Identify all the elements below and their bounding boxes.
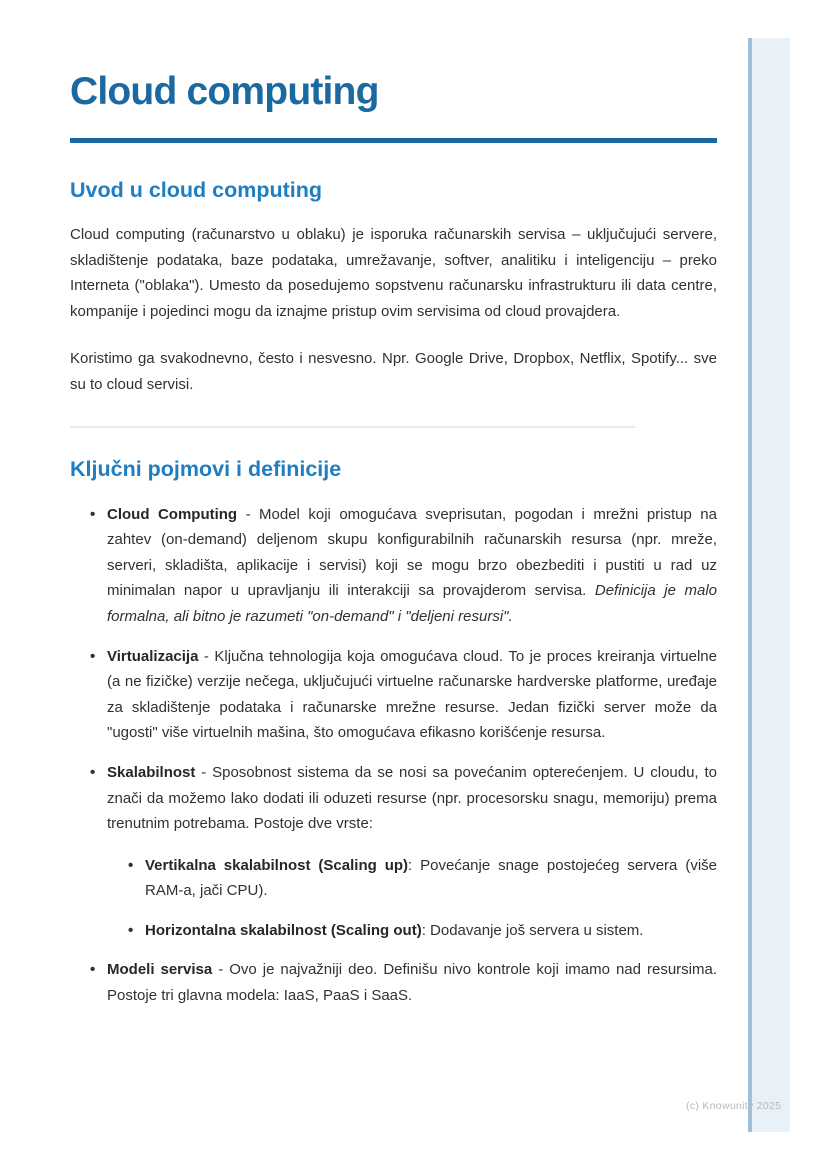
list-item-cloud-computing: [107, 502, 717, 630]
term-definition: - Sposobnost sistema da se nosi sa povećanim opterećenjem. U cloudu, to znači da možemo lako dodati ili oduzeti resurse (npr. procesorsku snagu, memoriju) prema trenutnim potrebama. Postoje dve vrste:: [107, 763, 717, 833]
term-definition: - Ključna tehnologija koja omogućava cloud. To je proces kreiranja virtuelne (a ne fizičke) verzije nečega, uključujući virtuelne računarske hardverske platforme, uređaje za skladištenje podataka i računarske mrežne resurse. Jedan fizički server može da "ugosti" više virtuelnih mašina, što omogućava efikasno korišćenje resursa.: [107, 647, 717, 742]
watermark: (c) Knowunity 2025: [686, 1100, 782, 1112]
term-definition: : Dodavanje još servera u sistem.: [421, 921, 644, 939]
term-definition: : Povećanje snage postojećeg servera (više RAM-a, jači CPU).: [145, 856, 717, 900]
section-heading-pojmovi: Ključni pojmovi i definicije: [70, 456, 342, 481]
section-heading-uvod: Uvod u cloud computing: [70, 178, 323, 202]
term-definition: - Ovo je najvažniji deo. Definišu nivo kontrole koji imamo nad resursima. Postoje tri glavna modela: IaaS, PaaS i SaaS.: [107, 961, 717, 1005]
term-label: Cloud Computing: [107, 505, 238, 523]
title-rule: [70, 138, 717, 143]
list-item-vertikalna-skalabilnost: [145, 853, 717, 904]
scaling-sublist: [107, 853, 717, 944]
term-label: Modeli servisa: [107, 961, 213, 979]
section-divider: [70, 426, 635, 428]
page-title: Cloud computing: [70, 70, 379, 113]
term-label: Horizontalna skalabilnost (Scaling out): [145, 921, 422, 939]
term-definition: - Model koji omogućava sveprisutan, pogodan i mrežni pristup na zahtev (on-demand) deljenom skupu konfigurabilnih računarskih resursa (npr. mreže, serveri, skladišta, aplikacije i servisi) koji se mogu brzo obezbediti i pustiti u rad uz minimalan napor u upravljanju ili interakciji sa provajderom servisa.: [107, 505, 717, 600]
term-label: Virtualizacija: [107, 647, 199, 665]
list-item-skalabilnost: [107, 760, 717, 944]
list-item-virtualizacija: [107, 644, 717, 746]
definitions-list: [70, 502, 717, 1009]
term-label: Vertikalna skalabilnost (Scaling up): [145, 856, 409, 874]
term-label: Skalabilnost: [107, 763, 196, 781]
term-note: Definicija je malo formalna, ali bitno je razumeti "on-demand" i "deljeni resursi".: [107, 582, 717, 625]
list-item-modeli-servisa: [107, 957, 717, 1008]
intro-paragraph: Cloud computing (računarstvo u oblaku) je isporuka računarskih servisa – uključujući servere, skladištenje podataka, baze podataka, umrežavanje, softver, analitiku i inteligenciju – preko Interneta ("oblaka"). Umesto da posedujemo sopstvenu računarsku infrastrukturu ili data centre, kompanije i pojedinci mogu da iznajme pristup ovim servisima od cloud provajdera.: [70, 226, 717, 320]
list-item-horizontalna-skalabilnost: [145, 918, 717, 944]
decorative-right-bar: [748, 38, 790, 1132]
examples-paragraph: Koristimo ga svakodnevno, često i nesvesno. Npr. Google Drive, Dropbox, Netflix, Spotify... sve su to cloud servisi.: [70, 350, 717, 393]
document-content: [70, 0, 717, 1023]
